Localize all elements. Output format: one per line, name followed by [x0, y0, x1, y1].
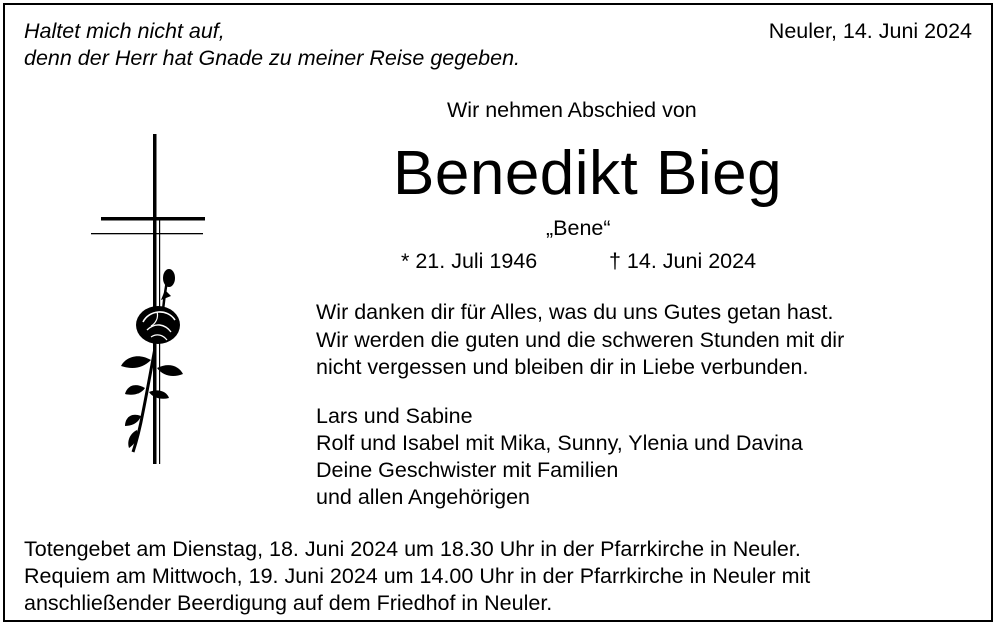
bible-verse-line-2: denn der Herr hat Gnade zu meiner Reise gegeben. [24, 46, 521, 70]
gratitude-text [316, 299, 844, 382]
gratitude-line-2: Wir werden die guten und die schweren Stunden mit dir [316, 327, 845, 352]
mourner-line: und allen Angehörigen [316, 485, 530, 509]
farewell-intro: Wir nehmen Abschied von [447, 98, 697, 122]
birth-date: * 21. Juli 1946 [401, 249, 538, 273]
mourner-line: Rolf und Isabel mit Mika, Sunny, Ylenia und Davina [316, 431, 803, 455]
deceased-name: Benedikt Bieg [393, 139, 783, 208]
mourner-line: Deine Geschwister mit Familien [316, 458, 619, 482]
mourner-line: Lars und Sabine [316, 404, 473, 428]
gratitude-line-1: Wir danken dir für Alles, was du uns Gutes getan hast. [316, 300, 834, 324]
bible-verse-line-1: Haltet mich nicht auf, [24, 19, 225, 43]
deceased-nickname: „Bene“ [546, 216, 611, 240]
service-line-prayer: Totengebet am Dienstag, 18. Juni 2024 um 18.30 Uhr in der Pfarrkirche in Neuler. [24, 537, 801, 561]
place-and-date: Neuler, 14. Juni 2024 [768, 19, 972, 43]
death-date: † 14. Juni 2024 [609, 249, 757, 273]
service-line-burial: anschließender Beerdigung auf dem Friedhof in Neuler. [24, 591, 553, 615]
obituary-notice [3, 3, 993, 622]
gratitude-line-3: nicht vergessen und bleiben dir in Liebe verbunden. [316, 355, 809, 379]
bible-verse [24, 18, 520, 72]
cross-with-rose-icon [85, 130, 210, 490]
service-line-requiem: Requiem am Mittwoch, 19. Juni 2024 um 14.00 Uhr in der Pfarrkirche in Neuler mit [24, 564, 811, 588]
